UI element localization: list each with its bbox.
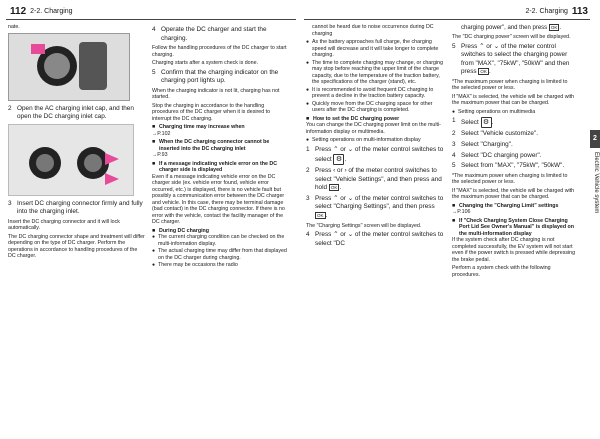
subheading: ■ Changing the "Charging Limit" settings bbox=[452, 202, 559, 209]
step-2 bbox=[452, 130, 576, 139]
step-text: Press ⌃ or ⌄ of the meter control switches to select "DC bbox=[315, 231, 444, 247]
inlet-cap-illustration bbox=[9, 125, 133, 195]
paragraph: Follow the handling procedures of the DC charger to start charging. bbox=[152, 45, 287, 58]
gear-icon: ⚙ bbox=[481, 117, 492, 128]
step-text: Select "Vehicle customize". bbox=[461, 130, 538, 138]
step-4 bbox=[452, 152, 576, 161]
step-number: 3 bbox=[452, 140, 456, 148]
step-2: 2 Press ‹ or › of the meter control switches to select "Vehicle Settings", and then press and hold OK . bbox=[306, 167, 442, 192]
step-3 bbox=[8, 200, 146, 217]
column-1 bbox=[8, 24, 146, 262]
page-reference: →P.93 bbox=[152, 152, 168, 159]
paragraph: Stop the charging in accordance to the handling procedures of the DC charger when it is desired to interrupt the DC charging. bbox=[152, 102, 271, 122]
step-text: Select "Charging". bbox=[461, 140, 513, 148]
charging-inlet-illustration bbox=[9, 34, 129, 100]
column-2 bbox=[152, 24, 290, 270]
step-1: 1 Select ⚙ . bbox=[452, 117, 494, 127]
step-text: Select bbox=[461, 119, 479, 127]
bullet-item: ● Setting operations on multi-information display bbox=[306, 137, 421, 143]
continued-text: nate. bbox=[8, 24, 20, 30]
step-number: 2 bbox=[452, 130, 456, 138]
subheading: ■ Charging time may increase when bbox=[152, 124, 245, 131]
step-number: 5 bbox=[152, 68, 156, 76]
left-page-header bbox=[6, 5, 73, 17]
footnote: If "MAX" is selected, the vehicle will be charged with the maximum power that can be charged. bbox=[452, 187, 575, 201]
step-5 bbox=[452, 162, 576, 171]
paragraph: When the charging indicator is not lit, charging has not started. bbox=[152, 87, 280, 101]
step-text: Press ⌃ or ⌄ of the meter control switches to select bbox=[315, 145, 444, 164]
step-text: Confirm that the charging indicator on the charging port lights up. bbox=[161, 68, 279, 85]
step-text: Press ⌃ or ⌄ of the meter control switches to select the charging power from "MAX", "75kW", "50kW" and then press bbox=[461, 42, 570, 76]
paragraph: Perform a system check with the following procedures. bbox=[452, 265, 551, 278]
step-text: Select from "MAX", "75kW", "50kW". bbox=[461, 162, 565, 170]
step-text: Press ‹ or › of the meter control switches to select "Vehicle Settings", and then press and hold bbox=[315, 167, 442, 192]
paragraph: The DC charging connector shape and treatment will differ depending on the type of DC charger. Perform the operations in accordance to handling procedures of the DC charger. bbox=[8, 233, 145, 260]
ok-button-icon: OK bbox=[550, 25, 558, 30]
subheading: ■ If "Check Charging System Close Charging Port Lid See Owner's Manual" is displayed on the multi-information display bbox=[452, 217, 575, 237]
step-text: Operate the DC charger and start the charging. bbox=[161, 26, 267, 42]
step-number: 3 bbox=[8, 199, 12, 207]
step-4 bbox=[152, 26, 290, 43]
paragraph: The "Charging Settings" screen will be displayed. bbox=[306, 222, 422, 229]
footnote: *The maximum power when charging is limited to the selected power or less. bbox=[452, 78, 568, 92]
bullet-item: ● As the battery approaches full charge, the charging speed will decrease and it will take longer to complete charging. bbox=[306, 39, 439, 58]
step-5 bbox=[152, 69, 290, 86]
bullet-item: ● Setting operations on multimedia bbox=[452, 108, 536, 115]
step-number: 4 bbox=[452, 151, 456, 159]
step-4 bbox=[306, 231, 444, 248]
step-number: 1 bbox=[452, 117, 456, 125]
paragraph: cannot be heard due to noise occurrence during DC charging bbox=[312, 24, 434, 37]
step-number: 5 bbox=[452, 162, 456, 170]
step-text: Select "DC charging power". bbox=[461, 151, 542, 159]
step-number: 4 bbox=[306, 231, 310, 239]
step-number: 3 bbox=[306, 194, 310, 202]
chapter-tab: 2 bbox=[590, 130, 600, 148]
step-text: Insert DC charging connector firmly and fully into the charging inlet. bbox=[17, 199, 143, 216]
bullet-item: ● There may be occasions the radio bbox=[152, 262, 238, 269]
subheading: ■ How to set the DC charging power bbox=[306, 115, 400, 122]
step-number: 2 bbox=[8, 104, 12, 112]
step-3: 3 Press ⌃ or ⌄ of the meter control switches to select "Charging Settings", and then press OK . bbox=[306, 194, 444, 220]
paragraph: If the system check after DC charging is not completed successfully, the EV system will not start even if the power switch is pressed while depressing the brake pedal. bbox=[452, 237, 576, 263]
subheading: ■ During DC charging bbox=[152, 227, 210, 234]
step-number: 5 bbox=[452, 42, 456, 50]
step-number: 2 bbox=[306, 167, 310, 175]
page-reference: →P.106 bbox=[452, 209, 471, 216]
step-text: Open the AC charging inlet cap, and then open the DC charging inlet cap. bbox=[17, 104, 134, 121]
footnote: *The maximum power when charging is limited to the selected power or less. bbox=[452, 172, 568, 186]
right-section-title: 2-2. Charging bbox=[525, 7, 568, 15]
right-page-header bbox=[525, 5, 592, 17]
bullet-item: ● It is recommended to avoid frequent DC charging to prevent a decline in the traction battery capacity. bbox=[306, 86, 434, 99]
column-3 bbox=[306, 24, 444, 250]
ok-button-icon: OK bbox=[330, 185, 338, 191]
chapter-tab-title: Electric Vehicle system bbox=[593, 152, 599, 214]
paragraph: Insert the DC charging connector and it will lock automatically. bbox=[8, 218, 120, 232]
paragraph: charging power", and then press OK . bbox=[461, 25, 562, 31]
step-number: 1 bbox=[306, 145, 310, 153]
step-5: 5 Press ⌃ or ⌄ of the meter control switches to select the charging power from "MAX", "75kW", "50kW" and then press OK . bbox=[452, 42, 570, 76]
paragraph: The "DC charging power" screen will be displayed. bbox=[452, 34, 571, 40]
column-4 bbox=[452, 24, 576, 280]
step-1: 1 Press ⌃ or ⌄ of the meter control switches to select ⚙ . bbox=[306, 145, 444, 164]
step-2 bbox=[8, 105, 146, 122]
inlet-cap-photo bbox=[8, 124, 134, 196]
left-header-rule bbox=[6, 19, 296, 20]
bullet-item: ● The current charging condition can be checked on the multi-information display. bbox=[152, 234, 285, 247]
left-page-number: 112 bbox=[10, 5, 27, 17]
step-number: 4 bbox=[152, 26, 156, 33]
paragraph: Even if a message indicating vehicle error on the DC charger side (ex. vehicle error found, vehicle error occurred, etc.) is displayed, there is no vehicle fault but possibly a communication error between the DC charger and vehicle. In this case, there may be terminal damage (bad contact) in the DC charging connector. If there is no error with the vehicle, contact the facility manager of the DC charger. bbox=[152, 173, 285, 226]
left-section-title: 2-2. Charging bbox=[30, 7, 73, 15]
paragraph: You can change the DC charging power limit on the multi-information display or multimedia. bbox=[306, 122, 441, 135]
ok-button-icon: OK bbox=[317, 213, 324, 219]
bullet-item: ● Quickly move from the DC charging space for other users after the DC charging is completed. bbox=[306, 100, 433, 113]
subheading: ■ When the DC charging connector cannot be inserted into the DC charging inlet bbox=[152, 139, 270, 152]
right-header-rule bbox=[304, 19, 590, 20]
charging-inlet-photo bbox=[8, 33, 130, 101]
step-text: Press ⌃ or ⌄ of the meter control switches to select "Charging Settings", and then press bbox=[315, 194, 444, 211]
paragraph: Charging starts after a system check is done. bbox=[152, 60, 258, 67]
right-page-number: 113 bbox=[571, 5, 588, 17]
footnote: If "MAX" is selected, the vehicle will be charged with the maximum power that can be charged. bbox=[452, 93, 575, 107]
bullet-item: ● The actual charging time may differ from that displayed on the DC charger during charging. bbox=[152, 248, 287, 261]
bullet-item: ● The time to complete charging may change, or charging may stop before reaching the upper limit of the charge capacity, due to the temperature of the traction battery, the specifications of the charger (stand), etc. bbox=[306, 59, 444, 85]
step-3 bbox=[452, 141, 576, 150]
page-reference: →P.102 bbox=[152, 130, 171, 137]
subheading: ■ If a message indicating vehicle error on the DC charger side is displayed bbox=[152, 160, 278, 174]
gear-icon: ⚙ bbox=[333, 154, 344, 165]
ok-button-icon: OK bbox=[480, 69, 487, 75]
